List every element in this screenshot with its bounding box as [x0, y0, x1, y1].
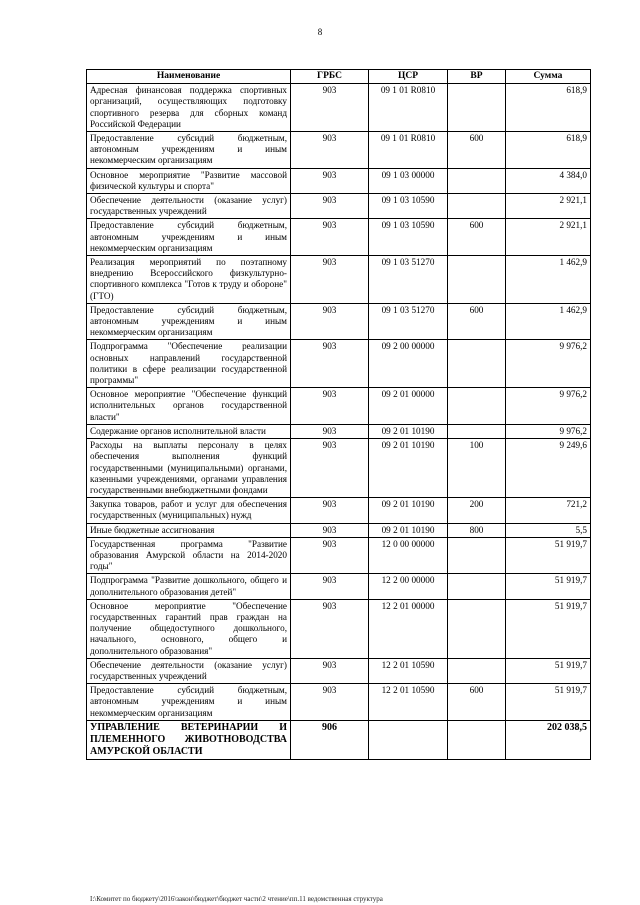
cell-csr — [369, 720, 448, 759]
cell-name: Государственная программа "Развитие образования Амурской области на 2014-2020 годы" — [87, 537, 291, 574]
cell-grbs: 903 — [291, 84, 369, 132]
table-row — [87, 132, 591, 169]
cell-grbs: 903 — [291, 439, 369, 498]
table-row — [87, 219, 591, 256]
cell-csr: 09 1 03 00000 — [369, 168, 448, 193]
cell-grbs: 903 — [291, 194, 369, 219]
table-row — [87, 537, 591, 574]
cell-csr: 12 2 01 00000 — [369, 599, 448, 658]
table-row — [87, 684, 591, 721]
cell-csr: 09 2 01 00000 — [369, 388, 448, 425]
cell-sum: 9 249,6 — [506, 439, 591, 498]
header-sum: Сумма — [506, 70, 591, 84]
cell-csr: 09 2 01 10190 — [369, 523, 448, 537]
cell-grbs: 903 — [291, 523, 369, 537]
cell-name: Основное мероприятие "Обеспечение государственных гарантий прав граждан на получение общедоступного дошкольного, начального, основного, общего и дополнительного образования" — [87, 599, 291, 658]
cell-csr: 12 2 00 00000 — [369, 574, 448, 599]
cell-csr: 09 2 01 10190 — [369, 424, 448, 438]
cell-vr — [448, 537, 506, 574]
cell-vr: 600 — [448, 303, 506, 340]
table-row — [87, 84, 591, 132]
table-header-row — [87, 70, 591, 84]
cell-csr: 09 2 00 00000 — [369, 340, 448, 388]
table-row — [87, 574, 591, 599]
table-row — [87, 523, 591, 537]
cell-grbs: 903 — [291, 537, 369, 574]
cell-grbs: 903 — [291, 498, 369, 523]
cell-name: Подпрограмма "Обеспечение реализации основных направлений государственной политики в сфере реализации государственной программы" — [87, 340, 291, 388]
cell-name: Иные бюджетные ассигнования — [87, 523, 291, 537]
cell-sum: 51 919,7 — [506, 574, 591, 599]
cell-csr: 09 2 01 10190 — [369, 439, 448, 498]
table-row — [87, 256, 591, 304]
cell-sum: 4 384,0 — [506, 168, 591, 193]
cell-name: Расходы на выплаты персоналу в целях обеспечения выполнения функций государственными (муниципальными) органами, казенными учреждениями, органами управления государственными внебюджетными фондами — [87, 439, 291, 498]
cell-csr: 09 1 03 51270 — [369, 303, 448, 340]
cell-name: Основное мероприятие "Обеспечение функций исполнительных органов государственной власти" — [87, 388, 291, 425]
header-csr: ЦСР — [369, 70, 448, 84]
cell-name: Адресная финансовая поддержка спортивных организаций, осуществляющих подготовку спортивного резерва для сборных команд Российской Федерации — [87, 84, 291, 132]
cell-vr: 600 — [448, 132, 506, 169]
cell-name: Основное мероприятие "Развитие массовой физической культуры и спорта" — [87, 168, 291, 193]
cell-vr — [448, 720, 506, 759]
cell-vr — [448, 84, 506, 132]
cell-name: Предоставление субсидий бюджетным, автономным учреждениям и иным некоммерческим организациям — [87, 219, 291, 256]
cell-csr: 12 0 00 00000 — [369, 537, 448, 574]
cell-vr — [448, 256, 506, 304]
table-row — [87, 498, 591, 523]
cell-csr: 12 2 01 10590 — [369, 658, 448, 683]
cell-sum: 9 976,2 — [506, 424, 591, 438]
cell-vr — [448, 388, 506, 425]
cell-grbs: 906 — [291, 720, 369, 759]
cell-sum: 721,2 — [506, 498, 591, 523]
cell-grbs: 903 — [291, 132, 369, 169]
cell-grbs: 903 — [291, 684, 369, 721]
cell-sum: 5,5 — [506, 523, 591, 537]
table-row — [87, 340, 591, 388]
cell-vr: 600 — [448, 684, 506, 721]
cell-name: Содержание органов исполнительной власти — [87, 424, 291, 438]
cell-sum: 2 921,1 — [506, 219, 591, 256]
cell-sum: 202 038,5 — [506, 720, 591, 759]
page-number: 8 — [317, 27, 323, 37]
cell-sum: 51 919,7 — [506, 599, 591, 658]
cell-sum: 9 976,2 — [506, 340, 591, 388]
cell-name: УПРАВЛЕНИЕ ВЕТЕРИНАРИИ И ПЛЕМЕННОГО ЖИВОТНОВОДСТВА АМУРСКОЙ ОБЛАСТИ — [87, 720, 291, 759]
footer-path: I:\Комитет по бюджету\2016\закон\бюджет\бюджет части\2 чтение\пп.11 ведомственная структура — [90, 895, 383, 903]
cell-name: Обеспечение деятельности (оказание услуг) государственных учреждений — [87, 658, 291, 683]
cell-vr — [448, 599, 506, 658]
table-body — [87, 84, 591, 760]
cell-sum: 618,9 — [506, 132, 591, 169]
table-row — [87, 388, 591, 425]
cell-grbs: 903 — [291, 388, 369, 425]
cell-grbs: 903 — [291, 303, 369, 340]
cell-name: Предоставление субсидий бюджетным, автономным учреждениям и иным некоммерческим организациям — [87, 684, 291, 721]
cell-grbs: 903 — [291, 574, 369, 599]
cell-grbs: 903 — [291, 219, 369, 256]
cell-csr: 09 1 03 51270 — [369, 256, 448, 304]
cell-sum: 2 921,1 — [506, 194, 591, 219]
cell-csr: 09 1 01 R0810 — [369, 84, 448, 132]
cell-name: Подпрограмма "Развитие дошкольного, общего и дополнительного образования детей" — [87, 574, 291, 599]
cell-vr: 100 — [448, 439, 506, 498]
cell-vr: 600 — [448, 219, 506, 256]
cell-sum: 51 919,7 — [506, 684, 591, 721]
cell-name: Закупка товаров, работ и услуг для обеспечения государственных (муниципальных) нужд — [87, 498, 291, 523]
cell-name: Предоставление субсидий бюджетным, автономным учреждениям и иным некоммерческим организациям — [87, 132, 291, 169]
cell-vr — [448, 168, 506, 193]
cell-csr: 09 1 03 10590 — [369, 219, 448, 256]
cell-csr: 09 1 01 R0810 — [369, 132, 448, 169]
table-row — [87, 658, 591, 683]
cell-csr: 09 1 03 10590 — [369, 194, 448, 219]
cell-sum: 9 976,2 — [506, 388, 591, 425]
cell-grbs: 903 — [291, 599, 369, 658]
cell-vr — [448, 340, 506, 388]
table-row — [87, 303, 591, 340]
table-row — [87, 439, 591, 498]
table-row — [87, 599, 591, 658]
cell-grbs: 903 — [291, 424, 369, 438]
header-name: Наименование — [87, 70, 291, 84]
cell-vr — [448, 424, 506, 438]
cell-sum: 618,9 — [506, 84, 591, 132]
table-row — [87, 424, 591, 438]
cell-grbs: 903 — [291, 256, 369, 304]
cell-csr: 09 2 01 10190 — [369, 498, 448, 523]
cell-name: Реализация мероприятий по поэтапному внедрению Всероссийского физкультурно-спортивного комплекса "Готов к труду и обороне" (ГТО) — [87, 256, 291, 304]
header-grbs: ГРБС — [291, 70, 369, 84]
cell-sum: 51 919,7 — [506, 658, 591, 683]
cell-csr: 12 2 01 10590 — [369, 684, 448, 721]
table-row — [87, 194, 591, 219]
cell-vr: 200 — [448, 498, 506, 523]
cell-vr — [448, 574, 506, 599]
table-row — [87, 168, 591, 193]
cell-vr: 800 — [448, 523, 506, 537]
cell-name: Обеспечение деятельности (оказание услуг) государственных учреждений — [87, 194, 291, 219]
cell-vr — [448, 194, 506, 219]
cell-grbs: 903 — [291, 658, 369, 683]
cell-sum: 51 919,7 — [506, 537, 591, 574]
cell-sum: 1 462,9 — [506, 303, 591, 340]
cell-sum: 1 462,9 — [506, 256, 591, 304]
cell-vr — [448, 658, 506, 683]
cell-name: Предоставление субсидий бюджетным, автономным учреждениям и иным некоммерческим организациям — [87, 303, 291, 340]
cell-grbs: 903 — [291, 168, 369, 193]
header-vr: ВР — [448, 70, 506, 84]
budget-table — [86, 69, 591, 760]
cell-grbs: 903 — [291, 340, 369, 388]
table-row — [87, 720, 591, 759]
